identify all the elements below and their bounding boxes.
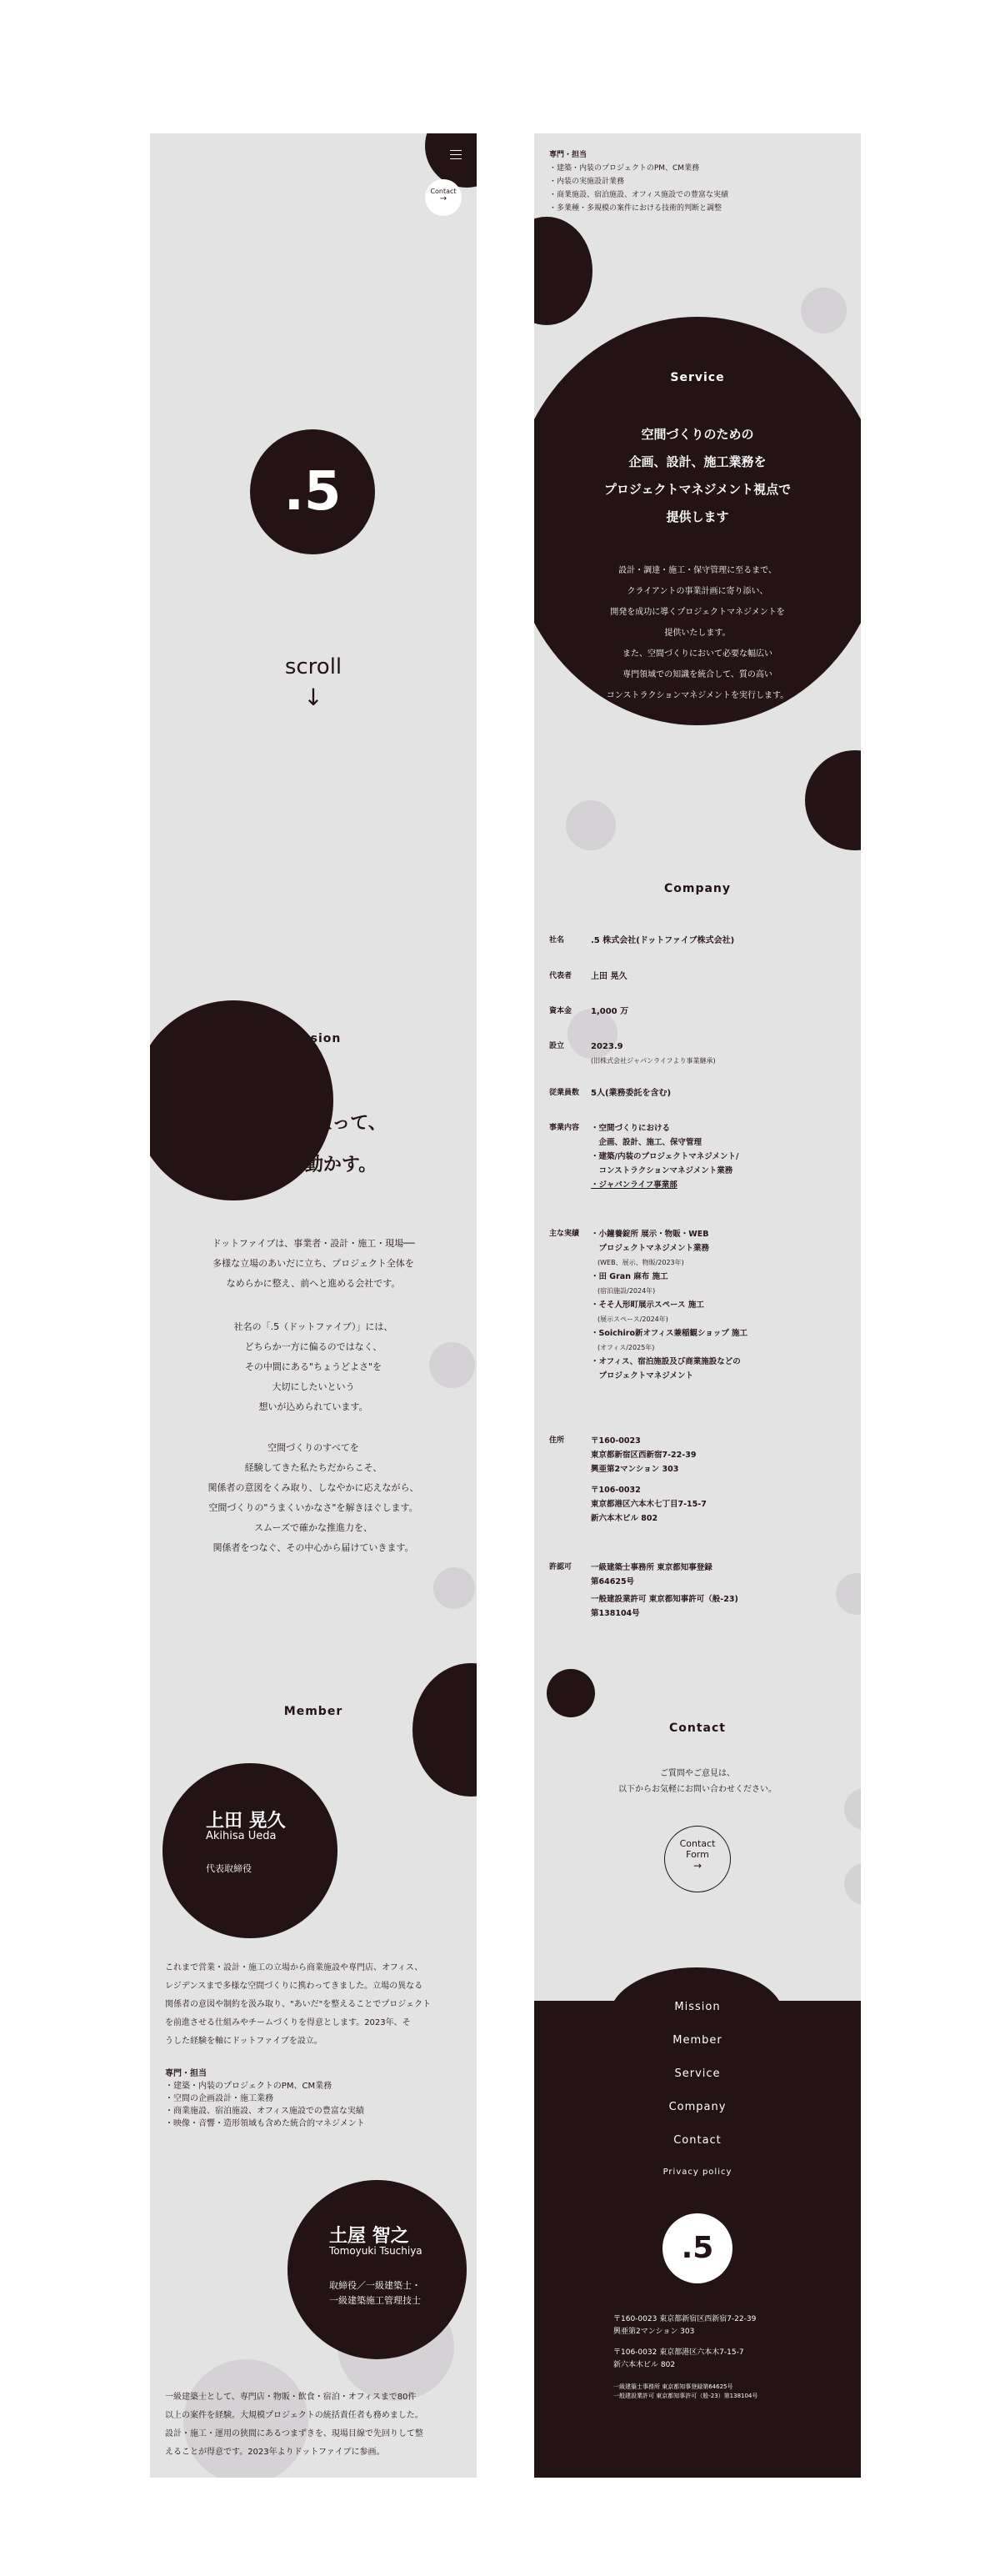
- text-line: (旧株式会社ジャパンライフより事業継承): [591, 1057, 716, 1065]
- company-value: [591, 1040, 716, 1068]
- decor-circle: [805, 750, 861, 850]
- logo-text: .5: [283, 461, 342, 523]
- text-line: 多様な立場のあいだに立ち、プロジェクト全体を: [212, 1258, 414, 1269]
- company-label: 主な実績: [549, 1230, 580, 1238]
- text-line: 空間づくりのすべてを: [268, 1442, 359, 1453]
- company-value: [591, 934, 734, 948]
- spec-item: ・建築・内装のプロジェクトのPM、CM業務: [549, 164, 700, 173]
- contact-title: Contact: [669, 1722, 726, 1735]
- member-role: 代表取締役: [206, 1863, 252, 1874]
- spacer: [591, 1476, 707, 1483]
- member-bio-tsuchiya: [165, 2388, 423, 2462]
- text-line: (WEB、展示、物販/2023年): [591, 1259, 684, 1266]
- left-panel: [150, 133, 477, 2478]
- menu-button[interactable]: [425, 133, 477, 188]
- text-line: 経験してきた私たちだからこそ、: [244, 1462, 382, 1473]
- footer-privacy-link[interactable]: Privacy policy: [662, 2168, 732, 2177]
- hamburger-icon[interactable]: [450, 150, 462, 160]
- footer-nav-company[interactable]: Company: [668, 2101, 727, 2113]
- company-label: 従業員数: [549, 1089, 580, 1097]
- decor-circle: [844, 1863, 861, 1905]
- text-line: 〒160-0023 東京都新宿区西新宿7-22-39: [613, 2315, 757, 2323]
- decor-circle: [433, 1567, 475, 1609]
- contact-form-label: Contact: [679, 1838, 716, 1849]
- logo-text: .5: [681, 2231, 714, 2265]
- service-title: Service: [670, 371, 725, 384]
- company-title: Company: [663, 882, 732, 895]
- text-line: プロジェクトマネジメント視点で: [603, 482, 792, 497]
- text-line: 新六本木ビル 802: [591, 1514, 658, 1523]
- text-line: 〒106-0032: [591, 1486, 641, 1495]
- member-card-tsuchiya: [288, 2180, 467, 2359]
- text-line: 一般建設業許可 東京都知事許可（般-23): [591, 1595, 738, 1604]
- company-label: 設立: [549, 1042, 565, 1050]
- company-label: 代表者: [549, 972, 572, 980]
- text-line: ・建築/内装のプロジェクトマネジメント/: [591, 1152, 739, 1161]
- member-name: 土屋 智之: [329, 2226, 409, 2247]
- text-line: レジデンスまで多様な空間づくりに携わってきました。立場の異なる: [165, 1982, 423, 1991]
- mission-paragraph-2: [150, 1317, 477, 1417]
- decor-circle: [534, 217, 592, 325]
- text-line: 新六本木ビル 802: [613, 2361, 676, 2369]
- decor-circle: [566, 800, 616, 850]
- decor-circle: [412, 1663, 477, 1797]
- mission-title: Mission: [285, 1032, 342, 1045]
- text-line: 提供いたします。: [664, 629, 731, 638]
- spec-title: 専門・担当: [165, 2069, 207, 2078]
- header-contact-button[interactable]: [425, 179, 462, 216]
- text-line: プロジェクトマネジメント業務: [591, 1244, 710, 1253]
- company-value: [591, 1227, 748, 1383]
- spec-item: ・内装の実施設計業務: [549, 178, 625, 186]
- text-line: プロジェクトマネジメント: [591, 1371, 694, 1381]
- company-value: [591, 1434, 707, 1526]
- text-line: .5 株式会社(ドットファイブ株式会社): [591, 936, 735, 945]
- company-value: [591, 1121, 738, 1192]
- text-line: 一級建築士事務所 東京都知事登録: [591, 1563, 712, 1572]
- text-line: コンストラクションマネジメントを実行します。: [606, 691, 789, 700]
- company-value: [591, 970, 627, 984]
- footer-address-1: [613, 2313, 756, 2338]
- text-line: 興亜第2マンション 303: [613, 2328, 695, 2336]
- text-line: コンストラクションマネジメント業務: [591, 1166, 733, 1175]
- company-value: [591, 1086, 671, 1100]
- text-line: 東京都新宿区西新宿7-22-39: [591, 1451, 697, 1460]
- member-role: 一級建築施工管理技士: [329, 2295, 421, 2306]
- right-panel: [534, 133, 861, 2478]
- text-line: 専門領域での知識を統合して、質の高い: [622, 670, 772, 679]
- spec-item: ・商業施設、宿泊施設、オフィス施設での豊富な実績: [549, 191, 729, 199]
- member-specs-ueda: [165, 2067, 365, 2130]
- text-line: ・そそ人形町展示スペース 施工: [591, 1301, 704, 1310]
- text-line: 以上の案件を経験。大規模プロジェクトの統括責任者も務めました。: [165, 2411, 423, 2420]
- footer-nav-member[interactable]: Member: [672, 2034, 722, 2047]
- text-line: 社名の「.5（ドットファイブ）」には、: [233, 1321, 393, 1332]
- spec-item: ・空間の企画設計・施工業務: [165, 2094, 273, 2103]
- spec-item: ・多業種・多規模の案件における技術的判断と調整: [549, 204, 722, 213]
- text-line: どちらか一方に偏るのではなく、: [244, 1341, 382, 1352]
- mission-paragraph-1: [150, 1234, 477, 1294]
- text-line: 企画、設計、施工業務を: [628, 454, 767, 469]
- spec-item: ・建築・内装のプロジェクトのPM、CM業務: [165, 2082, 332, 2091]
- text-line: (オフィス/2025年): [591, 1344, 655, 1351]
- company-label: 社名: [549, 936, 565, 945]
- company-label: 資本金: [549, 1007, 572, 1015]
- text-line: 企画、設計、施工、保守管理: [591, 1138, 702, 1147]
- text-line: うした経験を軸にドットファイブを設立。: [165, 2037, 322, 2046]
- mission-headline-2: 空間を動かす。: [249, 1155, 378, 1175]
- contact-form-button[interactable]: [664, 1826, 731, 1892]
- decor-circle: [547, 1669, 595, 1717]
- text-line: 関係者の意図や制約を汲み取り、"あいだ"を整えることでプロジェクト: [165, 2000, 431, 2009]
- text-line: 第138104号: [591, 1609, 640, 1618]
- text-line: を前進させる仕組みやチームづくりを得意とします。2023年、そ: [165, 2018, 411, 2027]
- text-line: 一級建築士として、専門店・物販・飲食・宿泊・オフィスまで80件: [165, 2393, 417, 2402]
- text-line: また、空間づくりにおいて必要な幅広い: [622, 649, 772, 659]
- text-line: 第64625号: [591, 1577, 635, 1586]
- mission-headline-1: あいだに立って、: [240, 1113, 387, 1134]
- text-line: 設計・施工・運用の狭間にあるつまずきを、現場目線で先回りして整: [165, 2429, 423, 2438]
- text-line: これまで営業・設計・施工の立場から商業施設や専門店、オフィス、: [165, 1963, 423, 1972]
- text-line: 大切にしたいという: [272, 1381, 355, 1392]
- text-line: 提供します: [666, 509, 729, 524]
- text-line: ・オフィス、宿泊施設及び商業施設などの: [591, 1357, 741, 1366]
- member-roman: Akihisa Ueda: [206, 1830, 277, 1842]
- text-line: ドットファイブは、事業者・設計・施工・現場──: [212, 1238, 415, 1249]
- contact-label: Contact: [430, 188, 457, 195]
- service-body: [534, 560, 861, 706]
- member-name: 上田 晃久: [206, 1811, 286, 1832]
- text-line: 関係者の意図をくみ取り、しなやかに応えながら、: [208, 1482, 419, 1493]
- text-line: 1,000 万: [591, 1007, 629, 1016]
- text-line: クライアントの事業計画に寄り添い、: [627, 587, 768, 596]
- contact-form-label: Form: [686, 1849, 709, 1860]
- arrow-right-icon: →: [692, 1860, 702, 1872]
- text-line: えることが得意です。2023年よりドットファイブに参画。: [165, 2448, 385, 2457]
- japanlife-link[interactable]: ・ジャパンライフ事業部: [591, 1180, 678, 1190]
- decor-circle: [836, 1573, 861, 1615]
- text-line: (宿泊施設/2024年): [591, 1287, 656, 1295]
- arrow-down-icon: ↓: [303, 684, 323, 711]
- spec-title: 専門・担当: [549, 151, 588, 159]
- text-line: 上田 晃久: [591, 972, 628, 981]
- contact-body: [534, 1766, 861, 1797]
- text-line: スムーズで確かな推進力を、: [254, 1522, 372, 1533]
- decor-circle: [429, 1342, 475, 1388]
- mission-paragraph-3: [150, 1438, 477, 1558]
- text-line: 空間づくりのための: [641, 427, 754, 442]
- text-line: 想いが込められています。: [258, 1401, 368, 1412]
- text-line: 東京都港区六本木七丁目7-15-7: [591, 1500, 707, 1509]
- text-line: (展示スペース/2024年): [591, 1316, 668, 1323]
- member-specs-tsuchiya: [549, 148, 728, 215]
- text-line: ・田 Gran 麻布 施工: [591, 1272, 668, 1281]
- text-line: 興亜第2マンション 303: [591, 1465, 679, 1474]
- logo: [250, 429, 375, 554]
- service-headline: [534, 421, 861, 531]
- footer-nav-service[interactable]: Service: [674, 2067, 721, 2080]
- text-line: 〒160-0023: [591, 1436, 641, 1446]
- spec-item: ・商業施設、宿泊施設、オフィス施設での豊富な実績: [165, 2107, 364, 2116]
- arrow-right-icon: →: [439, 194, 448, 203]
- text-line: その中間にある"ちょうどよさ"を: [244, 1361, 382, 1372]
- text-line: 5人(業務委託を含む): [591, 1089, 672, 1098]
- member-bio-ueda: [165, 1959, 431, 2051]
- company-label: 事業内容: [549, 1124, 580, 1132]
- text-line: なめらかに整え、前へと進める会社です。: [226, 1278, 401, 1289]
- company-value: [591, 1005, 628, 1019]
- text-line: 開発を成功に導くプロジェクトマネジメントを: [610, 608, 785, 617]
- text-line: 空間づくりの"うまくいかなさ"を解きほぐします。: [208, 1502, 418, 1513]
- footer-logo: [662, 2213, 732, 2283]
- member-title: Member: [283, 1705, 343, 1718]
- company-value: [591, 1561, 738, 1621]
- footer-licenses: [613, 2383, 758, 2401]
- scroll-label: scroll: [284, 654, 342, 679]
- company-label: 住所: [549, 1436, 565, 1445]
- footer-nav-mission[interactable]: Mission: [674, 2001, 721, 2013]
- member-role: 取締役／一級建築士・: [329, 2280, 421, 2291]
- text-line: ご質問やご意見は、: [660, 1769, 735, 1778]
- text-line: ・空間づくりにおける: [591, 1124, 671, 1133]
- decor-circle: [801, 288, 847, 333]
- text-line: 以下からお気軽にお問い合わせください。: [618, 1785, 777, 1794]
- text-line: 2023.9: [591, 1042, 623, 1051]
- text-line: 関係者をつなぐ、その中心から届けていきます。: [212, 1542, 414, 1553]
- spec-item: ・映像・音響・造形領域も含めた統合的マネジメント: [165, 2119, 365, 2128]
- text-line: 一級建築士事務所 東京都知事登録第64625号: [613, 2383, 733, 2390]
- member-card-ueda: [162, 1763, 338, 1938]
- text-line: ・Soichiro新オフィス兼稲観ショップ 施工: [591, 1329, 748, 1338]
- footer: [534, 2001, 861, 2478]
- text-line: 〒106-0032 東京都港区六本木7-15-7: [613, 2348, 744, 2357]
- text-line: ・小鐘養錠所 展示・物販・WEB: [591, 1230, 709, 1239]
- footer-address-2: [613, 2347, 744, 2372]
- text-line: 一般建設業許可 東京都知事許可（般-23）第138104号: [613, 2393, 758, 2399]
- company-label: 許認可: [549, 1563, 572, 1571]
- member-roman: Tomoyuki Tsuchiya: [329, 2245, 422, 2257]
- footer-nav-contact[interactable]: Contact: [673, 2134, 722, 2147]
- text-line: 設計・調達・施工・保守管理に至るまで、: [618, 566, 777, 575]
